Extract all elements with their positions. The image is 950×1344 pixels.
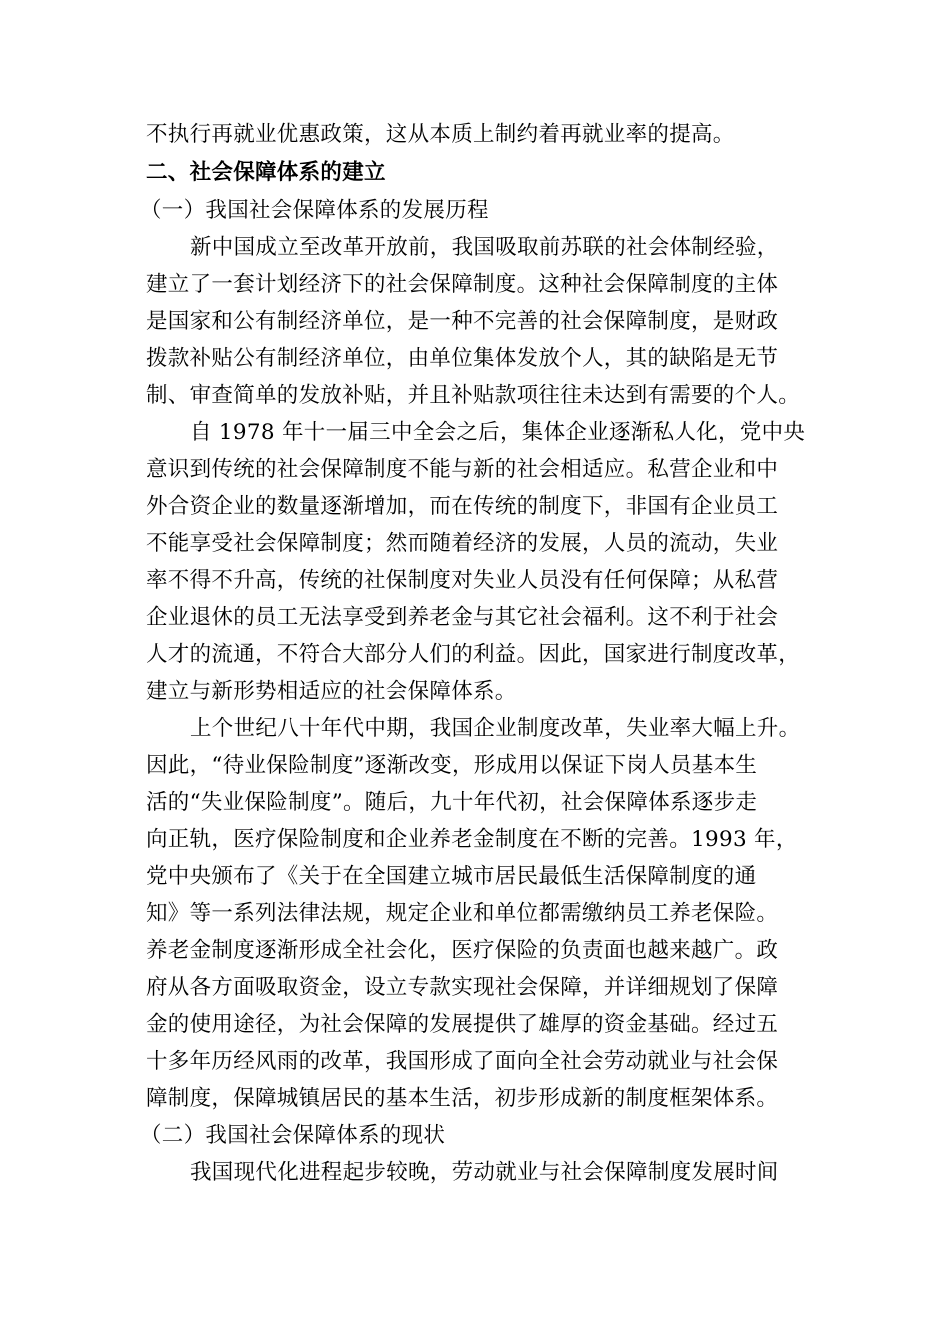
- body-text-line: 向正轨，医疗保险制度和企业养老金制度在不断的完善。1993 年，: [146, 827, 798, 852]
- body-text-line: 活的“失业保险制度”。随后，九十年代初，社会保障体系逐步走: [146, 790, 758, 815]
- body-text-line: 府从各方面吸取资金，设立专款实现社会保障，并详细规划了保障: [146, 975, 779, 1000]
- body-text-line: 是国家和公有制经济单位，是一种不完善的社会保障制度，是财政: [146, 309, 779, 334]
- body-text-line: 制、审查简单的发放补贴，并且补贴款项往往未达到有需要的个人。: [146, 383, 801, 408]
- body-text-line: 企业退休的员工无法享受到养老金与其它社会福利。这不利于社会: [146, 605, 779, 630]
- body-text-line: 障制度，保障城镇居民的基本生活，初步形成新的制度框架体系。: [146, 1086, 779, 1111]
- body-text-line: 养老金制度逐渐形成全社会化，医疗保险的负责面也越来越广。政: [146, 938, 779, 963]
- body-text-line: 建立了一套计划经济下的社会保障制度。这种社会保障制度的主体: [146, 272, 779, 297]
- section-heading: 二、社会保障体系的建立: [146, 160, 386, 185]
- body-text-line: 拨款补贴公有制经济单位，由单位集体发放个人，其的缺陷是无节: [146, 346, 779, 371]
- body-text-line: 十多年历经风雨的改革，我国形成了面向全社会劳动就业与社会保: [146, 1049, 779, 1074]
- paragraph-first-line: 上个世纪八十年代中期，我国企业制度改革，失业率大幅上升。: [190, 716, 801, 741]
- body-text-line: 不能享受社会保障制度；然而随着经济的发展，人员的流动，失业: [146, 531, 779, 556]
- paragraph-first-line: 我国现代化进程起步较晚，劳动就业与社会保障制度发展时间: [190, 1160, 779, 1185]
- paragraph-first-line: 自 1978 年十一届三中全会之后，集体企业逐渐私人化，党中央: [190, 420, 806, 445]
- subsection-heading: （二）我国社会保障体系的现状: [140, 1123, 446, 1148]
- body-text-line: 外合资企业的数量逐渐增加，而在传统的制度下，非国有企业员工: [146, 494, 779, 519]
- body-text-line: 建立与新形势相适应的社会保障体系。: [146, 679, 517, 704]
- body-text-line: 因此，“待业保险制度”逐渐改变，形成用以保证下岗人员基本生: [146, 753, 758, 778]
- paragraph-first-line: 新中国成立至改革开放前，我国吸取前苏联的社会体制经验，: [190, 235, 779, 260]
- body-text-line: 金的使用途径，为社会保障的发展提供了雄厚的资金基础。经过五: [146, 1012, 779, 1037]
- body-text-line: 率不得不升高，传统的社保制度对失业人员没有任何保障；从私营: [146, 568, 779, 593]
- body-text-line: 不执行再就业优惠政策，这从本质上制约着再就业率的提高。: [146, 122, 735, 147]
- body-text-line: 党中央颁布了《关于在全国建立城市居民最低生活保障制度的通: [146, 864, 757, 889]
- subsection-heading: （一）我国社会保障体系的发展历程: [140, 198, 489, 223]
- body-text-line: 知》等一系列法律法规，规定企业和单位都需缴纳员工养老保险。: [146, 901, 779, 926]
- body-text-line: 人才的流通，不符合大部分人们的利益。因此，国家进行制度改革，: [146, 642, 801, 667]
- body-text-line: 意识到传统的社会保障制度不能与新的社会相适应。私营企业和中: [146, 457, 779, 482]
